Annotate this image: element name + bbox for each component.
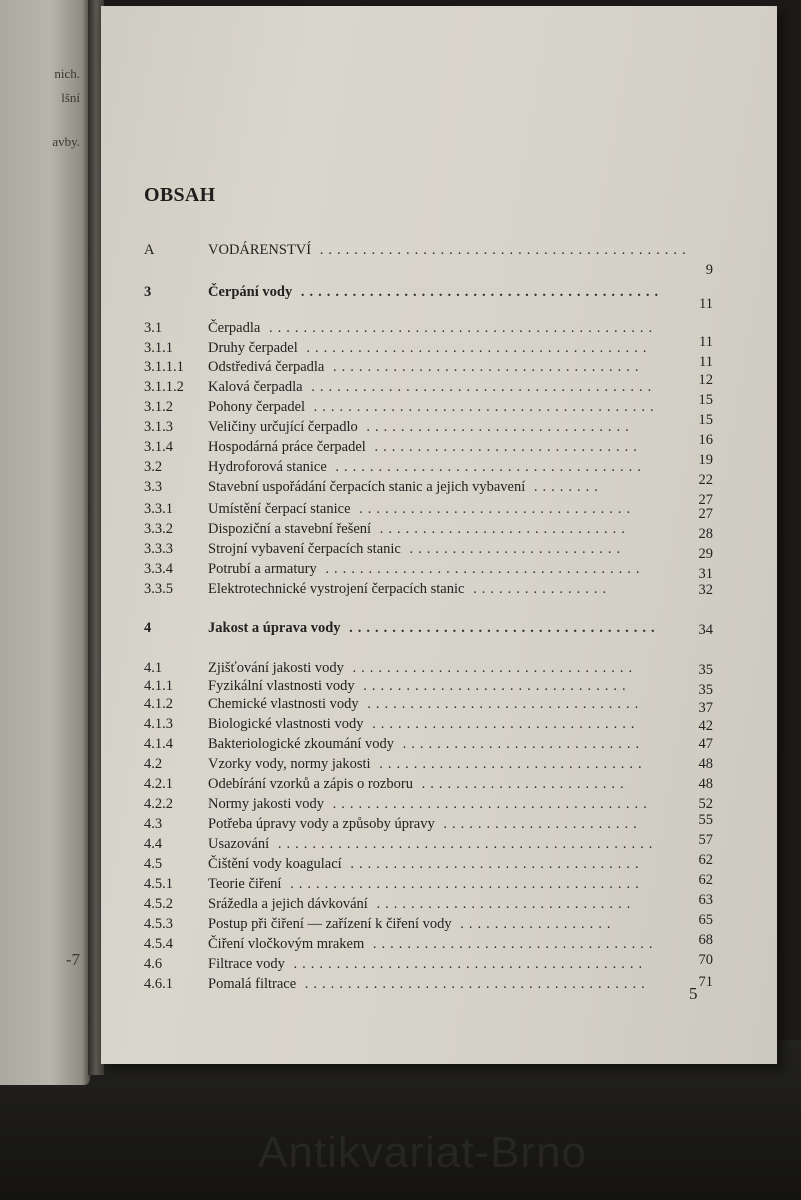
toc-entry-title: Fyzikální vlastnosti vody	[208, 678, 355, 694]
leader-dots: ....................................	[324, 359, 644, 375]
toc-entry-number: 3.1.1	[144, 340, 173, 356]
toc-entry-title: Strojní vybavení čerpacích stanic	[208, 541, 401, 557]
toc-entry-number: 4.6	[144, 956, 163, 972]
toc-entry	[101, 852, 777, 878]
leader-dots: ....................................	[326, 459, 646, 475]
watermark: Antikvariat-Brno	[258, 1128, 588, 1177]
toc-entry-page: 47	[698, 736, 713, 752]
toc-entry-number: 3.1.3	[144, 419, 173, 435]
toc-entry-number: 3	[144, 284, 152, 300]
toc-entry-number: 3.3.2	[144, 521, 173, 537]
toc-entry-title: Srážedla a jejich dávkování	[208, 896, 368, 912]
toc-entry-title: Potrubí a armatury	[208, 561, 317, 577]
leader-dots: .......................	[434, 816, 642, 832]
toc-entry-page: 68	[698, 932, 713, 948]
toc-entry-page: 63	[698, 892, 713, 908]
leader-dots: .........................................	[284, 956, 648, 972]
toc-entry-number: 4.6.1	[144, 976, 173, 992]
toc-entry-number: 3.1.1.1	[144, 359, 184, 375]
leader-dots: .........................................	[281, 876, 644, 892]
toc-entry-page: 55	[698, 812, 713, 828]
leader-dots: ............................	[394, 736, 645, 752]
toc-entry	[101, 932, 777, 958]
toc-entry-page: 35	[698, 682, 713, 698]
left-page-fragment: lšní	[61, 90, 80, 105]
toc-entry-title: Dispoziční a stavební řešení	[208, 521, 372, 537]
toc-entry	[101, 620, 777, 642]
toc-entry	[101, 912, 777, 938]
toc-entry	[101, 284, 777, 312]
toc-entry-page: 15	[698, 392, 713, 408]
toc-page	[101, 6, 777, 1064]
leader-dots: ..................................	[341, 856, 644, 872]
toc-entry-page: 65	[698, 912, 713, 928]
leader-dots: ...........................................	[311, 242, 691, 258]
toc-entry-title: Kalová čerpadla	[208, 379, 303, 395]
leader-dots: ...............................	[365, 439, 642, 455]
toc-entry-page: 37	[698, 700, 713, 716]
toc-entry-title: Druhy čerpadel	[208, 340, 298, 356]
toc-entry-number: 4	[144, 620, 152, 636]
toc-entry-number: 4.2.2	[144, 796, 173, 812]
toc-entry-title: Biologické vlastnosti vody	[208, 716, 364, 732]
toc-entry	[101, 432, 777, 461]
toc-entry-number: 3.3	[144, 479, 163, 495]
toc-entry-number: 4.2	[144, 756, 163, 772]
toc-entry-title: Potřeba úpravy vody a způsoby úpravy	[208, 816, 435, 832]
toc-entry-page: 52	[698, 796, 713, 812]
toc-entry-page: 57	[698, 832, 713, 848]
leader-dots: .........................	[400, 541, 626, 557]
leader-dots: ........................................	[305, 399, 659, 415]
toc-entry-title: Pomalá filtrace	[208, 976, 297, 992]
toc-entry	[101, 892, 777, 918]
left-page-fragment: -7	[65, 950, 80, 969]
toc-entry-page: 11	[699, 334, 713, 350]
toc-entry-title: Zjišťování jakosti vody	[208, 660, 344, 676]
toc-entry	[101, 472, 777, 501]
toc-entry-title: Odstředivá čerpadla	[208, 359, 325, 375]
toc-entry-title: Usazování	[208, 836, 270, 852]
toc-entry-number: 3.1	[144, 320, 163, 336]
page-title: OBSAH	[144, 184, 216, 206]
toc-entry-page: 31	[698, 566, 713, 582]
toc-entry-title: Bakteriologické zkoumání vody	[208, 736, 395, 752]
toc-entry	[101, 776, 777, 798]
leader-dots: .....................................	[324, 796, 652, 812]
leader-dots: .............................................	[260, 320, 658, 336]
toc-entry	[101, 372, 777, 401]
toc-entry-title: Hydroforová stanice	[208, 459, 327, 475]
toc-entry	[101, 756, 777, 778]
page-number: 5	[689, 984, 698, 1003]
toc-entry-page: 28	[698, 526, 713, 542]
toc-entry-number: 3.2	[144, 459, 163, 475]
leader-dots: ................	[464, 581, 612, 597]
leader-dots: ........	[525, 479, 603, 495]
toc-entry-title: Chemické vlastnosti vody	[208, 696, 359, 712]
leader-dots: ...............................	[363, 716, 640, 732]
toc-entry-number: 4.5.2	[144, 896, 173, 912]
toc-entry-page: 29	[698, 546, 713, 562]
toc-entry	[101, 320, 777, 342]
toc-entry-number: 4.1.2	[144, 696, 173, 712]
toc-entry-number: 3.1.2	[144, 399, 173, 415]
toc-entry-title: Veličiny určující čerpadlo	[208, 419, 358, 435]
toc-entry-number: 3.3.4	[144, 561, 173, 577]
toc-entry-number: 3.3.1	[144, 501, 173, 517]
leader-dots: ........................................	[296, 976, 650, 992]
toc-entry-title: VODÁRENSTVÍ	[208, 242, 312, 258]
toc-entry-number: 4.2.1	[144, 776, 173, 792]
toc-entry-page: 22	[698, 472, 713, 488]
leader-dots: ..........................................	[292, 284, 664, 300]
toc-entry-title: Normy jakosti vody	[208, 796, 324, 812]
leader-dots: ....................................	[340, 620, 660, 636]
toc-entry-number: 4.1	[144, 660, 163, 676]
toc-entry-number: 4.5	[144, 856, 163, 872]
toc-entry-title: Hospodárná práce čerpadel	[208, 439, 366, 455]
leader-dots: ..................	[451, 916, 616, 932]
toc-entry-title: Stavební uspořádání čerpacích stanic a jejich vybavení	[208, 479, 526, 495]
toc-entry-number: 3.3.5	[144, 581, 173, 597]
toc-entry-page: 19	[698, 452, 713, 468]
leader-dots: ...............................	[370, 756, 647, 772]
toc-entry-title: Pohony čerpadel	[208, 399, 306, 415]
toc-entry-page: 70	[698, 952, 713, 968]
toc-entry-title: Čištění vody koagulací	[208, 856, 342, 872]
toc-entry	[101, 716, 777, 738]
toc-entry-page: 48	[698, 756, 713, 772]
toc-entry-page: 16	[698, 432, 713, 448]
left-page	[0, 0, 90, 1085]
toc-entry	[101, 354, 777, 381]
toc-entry-title: Čiření vločkovým mrakem	[208, 936, 365, 952]
leader-dots: .............................	[371, 521, 630, 537]
toc-entry	[101, 452, 777, 481]
leader-dots: ............................................	[269, 836, 658, 852]
toc-entry	[101, 696, 777, 718]
leader-dots: .................................	[364, 936, 658, 952]
leader-dots: ................................	[358, 696, 644, 712]
toc-entry-number: 4.5.3	[144, 916, 173, 932]
toc-entry	[101, 412, 777, 441]
toc-entry-number: 4.5.4	[144, 936, 173, 952]
left-page-fragment: avby.	[52, 134, 80, 149]
toc-entry	[101, 976, 777, 998]
toc-entry-page: 34	[698, 622, 713, 638]
toc-entry-page: 11	[699, 354, 713, 370]
toc-entry-title: Odebírání vzorků a zápis o rozboru	[208, 776, 413, 792]
toc-entry	[101, 392, 777, 421]
toc-entry	[101, 796, 777, 818]
toc-entry-title: Čerpadla	[208, 320, 261, 336]
toc-entry-page: 12	[698, 372, 713, 388]
toc-entry-number: 4.1.3	[144, 716, 173, 732]
toc-entry-page: 27	[698, 492, 713, 508]
leader-dots: ........................	[412, 776, 629, 792]
toc-entry-title: Postup při čiření — zařízení k čiření vody	[208, 916, 452, 932]
toc-entry-title: Vzorky vody, normy jakosti	[208, 756, 371, 772]
left-page-fragment: nich.	[54, 66, 80, 81]
toc-entry-page: 11	[699, 296, 713, 312]
leader-dots: ........................................	[297, 340, 652, 356]
toc-entry-title: Umístění čerpací stanice	[208, 501, 351, 517]
toc-entry-page: 15	[698, 412, 713, 428]
toc-entry-title: Jakost a úprava vody	[208, 620, 341, 636]
leader-dots: ...............................	[354, 678, 631, 694]
toc-entry	[101, 736, 777, 758]
toc-entry-number: 3.3.3	[144, 541, 173, 557]
toc-entry-number: 3.1.4	[144, 439, 173, 455]
toc-entry	[101, 872, 777, 898]
toc-entry-number: 4.5.1	[144, 876, 173, 892]
toc-entry-number: 4.3	[144, 816, 163, 832]
toc-entry	[101, 832, 777, 858]
toc-entry-page: 62	[698, 872, 713, 888]
toc-entry-number: A	[144, 242, 155, 258]
toc-entry-title: Teorie čiření	[208, 876, 282, 892]
leader-dots: ................................	[350, 501, 636, 517]
toc-entry-page: 48	[698, 776, 713, 792]
toc-entry-number: 4.4	[144, 836, 163, 852]
toc-entry-page: 27	[698, 506, 713, 522]
toc-entry	[101, 492, 777, 523]
toc-entry-title: Filtrace vody	[208, 956, 285, 972]
toc-entry	[101, 952, 777, 978]
toc-entry-page: 32	[698, 582, 713, 598]
toc-entry-title: Elektrotechnické vystrojení čerpacích stanic	[208, 581, 465, 597]
toc-entry-title: Čerpání vody	[208, 284, 293, 300]
toc-entry-number: 4.1.1	[144, 678, 173, 694]
leader-dots: .....................................	[316, 561, 645, 577]
toc-entry-page: 71	[698, 974, 713, 990]
leader-dots: ........................................	[302, 379, 657, 395]
toc-entry-number: 4.1.4	[144, 736, 173, 752]
toc-entry-page: 42	[698, 718, 713, 734]
toc-entry	[101, 812, 777, 838]
leader-dots: .................................	[343, 660, 638, 676]
toc-entry-page: 35	[698, 662, 713, 678]
toc-entry	[101, 242, 777, 278]
toc-entry-page: 62	[698, 852, 713, 868]
toc-entry-number: 3.1.1.2	[144, 379, 184, 395]
leader-dots: ...............................	[357, 419, 634, 435]
leader-dots: ..............................	[367, 896, 636, 912]
toc-entry-page: 9	[705, 262, 713, 278]
